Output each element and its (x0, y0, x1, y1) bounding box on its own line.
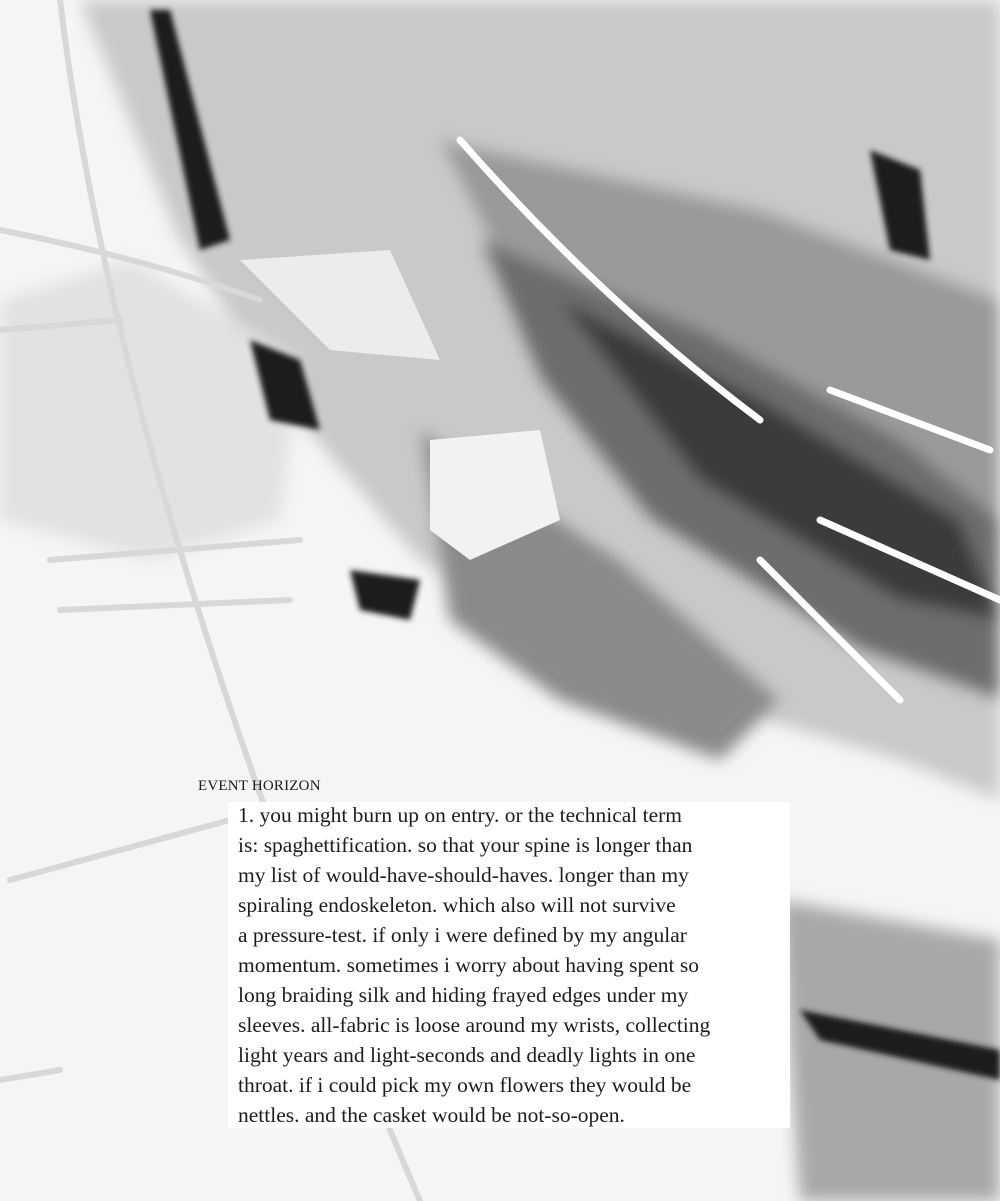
poem-line: long braiding silk and hiding frayed edges under my (238, 983, 689, 1007)
poem-line: light years and light-seconds and deadly lights in one (238, 1043, 696, 1067)
poem-line: throat. if i could pick my own flowers they would be (238, 1073, 692, 1097)
poem-line: a pressure-test. if only i were defined by my angular (238, 923, 687, 947)
poem-line: spiraling endoskeleton. which also will not survive (238, 893, 676, 917)
poem-line: momentum. sometimes i worry about having spent so (238, 953, 700, 977)
poem-line: nettles. and the casket would be not-so-open. (238, 1103, 625, 1127)
poem-line: my list of would-have-should-haves. longer than my (238, 863, 689, 887)
poem-line: sleeves. all-fabric is loose around my wrists, collecting (238, 1013, 711, 1037)
poem-line: is: spaghettification. so that your spine is longer than (238, 833, 693, 857)
poem-title: EVENT HORIZON (198, 778, 321, 794)
poem-line: 1. you might burn up on entry. or the technical term (238, 803, 683, 827)
poem-body (238, 800, 710, 1130)
